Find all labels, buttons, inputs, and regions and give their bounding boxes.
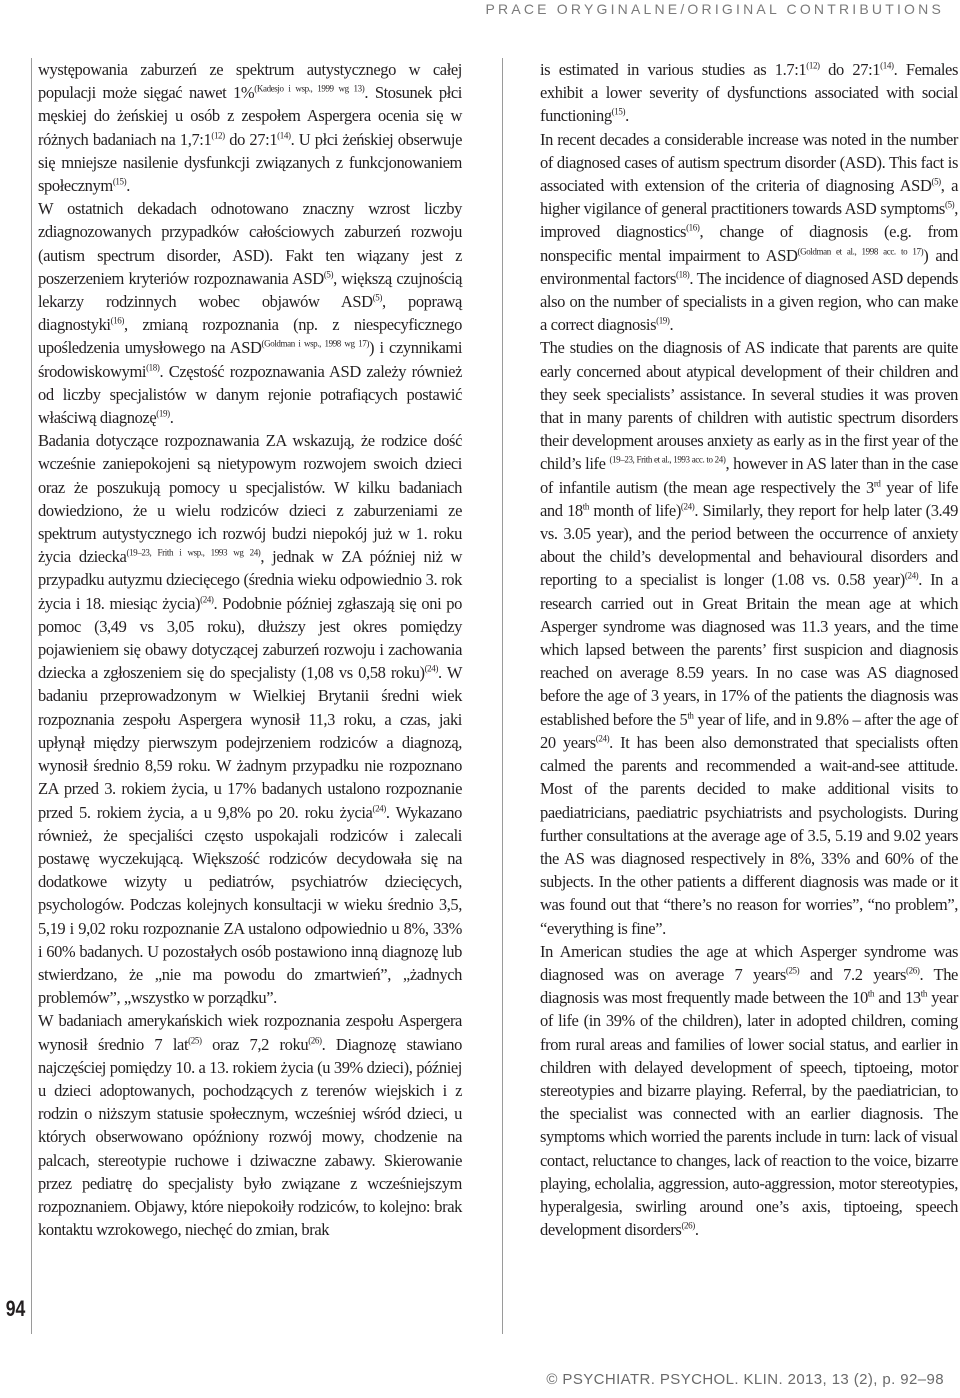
page-number: 94 — [5, 1296, 26, 1321]
paragraph: W badaniach amerykańskich wiek rozpoznania zespołu Aspergera wynosił średnio 7 lat$^{(25)}$ oraz 7,2 roku$^{(26)}$. Diagnozę stawiano najczęściej pomiędzy 10. a 13. rokiem życia (u 39% dzieci), później u dzieci adoptowanych, pochodzących z terenów wiejskich i z rodzin o niższym statusie społecznym, wcześniej wśród dzieci, u których obserwowano opóźniony rozwój mowy, chodzenie na palcach, stereotypie ruchowe i dziwaczne zabawy. Skierowanie przez pediatrę do specjalisty było związane z wcześniejszym rozpoznaniem. Objawy, które niepokoiły rodziców, to kolejno: brak kontaktu wzrokowego, niechęć do zmian, brak — [38, 1011, 462, 1240]
left-column-polish — [38, 58, 462, 1241]
paragraph: występowania zaburzeń ze spektrum autystycznego w całej populacji może sięgać nawet 1%$^{(Kadesjo i wsp., 1999 wg 13)}$. Stosunek płci męskiej do żeńskiej u osób z zespołem Aspergera ocenia się w różnych badaniach na 1,7:1$^{(12)}$ do 27:1$^{(14)}$. U płci żeńskiej obserwuje się mniejsze nasilenie dysfunkcji związanych z funkcjonowaniem społecznym$^{(15)}$. — [38, 60, 463, 196]
right-column-english — [540, 58, 958, 1241]
paragraph: Badania dotyczące rozpoznawania ZA wskazują, że rodzice dość wcześnie zaniepokojeni są nietypowym rozwojem swoich dzieci oraz że poszukują pomocy u specjalistów. W kilku badaniach dowiedziono, że u wielu rodziców dzieci z zaburzeniami ze spektrum autystycznego ich rozwój budzi niepokój już w 1. roku życia dziecka$^{(19-23, Frith i wsp., 1993 wg 24)}$, jednak w ZA później niż w przypadku autyzmu dziecięcego (średnia wieku odpowiednio 3. rok życia i 18. miesiąc życia)$^{(24)}$. Podobnie później zgłaszają się oni po pomoc (3,49 vs 3,05 roku), dłuższy jest okres pomiędzy pojawieniem się obawy dotyczącej zaburzeń rozwoju i zachowania dziecka a zgłoszeniem się do specjalisty (1,08 vs 0,58 roku)$^{(24)}$. W badaniu przeprowadzonym w Wielkiej Brytanii średni wiek rozpoznania zespołu Aspergera wynosił 11,3 roku, a czas, jaki upłynął między pierwszym podejrzeniem rodziców a diagnozą, wynosił średnio 8,59 roku. W żadnym przypadku nie rozpoznano ZA przed 3. rokiem życia, u 17% badanych ustalono rozpoznanie przed 5. rokiem życia, a u 9,8% po 20. roku życia$^{(24)}$. Wykazano również, że specjaliści często uspokajali rodziców i zalecali postawę wyczekującą. Większość rodziców decydowała się na dodatkowe wizyty u pediatrów, psychiatrów dziecięcych, psychologów. Podczas kolejnych konsultacji w wieku średnio 3,5, 5,19 i 9,02 roku rozpoznanie ZA ustalono odpowiednio u 8%, 33% i 60% badanych. U pozostałych osób postawiono inną diagnozę lub stwierdzano, że „nie ma powodu do zmartwień”, „żadnych problemów”, „wszystko w porządku”. — [38, 431, 463, 1008]
paragraph: In recent decades a considerable increase was noted in the number of diagnosed cases of autism spectrum disorder (ASD). This fact is associated with extension of the criteria of diagnosing ASD$^{(5)}$, a higher vigilance of general practitioners towards ASD symptoms$^{(5)}$, improved diagnostics$^{(16)}$, change of diagnosis (e.g. from nonspecific mental impairment to $ASD^{(Goldman et al., 1998 acc. to 17)}$) and environmental factors$^{(18)}$. The incidence of diagnosed ASD depends also on the number of specialists in a given region, who can make a correct diagnosis$^{(19)}$. — [540, 129, 958, 335]
column-divider-rule — [502, 58, 503, 1334]
footer-citation: © PSYCHIATR. PSYCHOL. KLIN. 2013, 13 (2), p. 92–98 — [546, 1371, 944, 1388]
running-head: PRACE ORYGINALNE/ORIGINAL CONTRIBUTIONS — [485, 1, 944, 17]
paragraph: The studies on the diagnosis of AS indicate that parents are quite early concerned about atypical development of their children and they seek specialists’ assistance. In several studies it was proven that in many parents of children with autistic spectrum disorders their development arouses anxiety as early as in the first year of the child’s life $^{(19-23, Frith et al., 1993 acc. to 24)}$, however in AS later than in the case of infantile autism (the mean age respectively the 3rd year of life and 18th month of life)$^{(24)}$. Similarly, they report for help later (3.49 vs. 3.05 year), and the period between the occurrence of anxiety about the child’s developmental and behavioural disorders and reporting to a specialist is longer (1.08 vs. 0.58 year)$^{(24)}$. In a research carried out in Great Britain the mean age at which Asperger syndrome was diagnosed was 11.3 years, and the time which lapsed between the parents’ first suspicion and diagnosis reached on average 8.59 years. In no case was AS diagnosed before the age of 3 years, in 17% of the patients the diagnosis was established before the 5th year of life, and in 9.8% – after the age of 20 years$^{(24)}$. It has been also demonstrated that specialists often calmed the parents and recommended a wait-and-see attitude. Most of the parents decided to make additional visits to paediatricians, paediatric psychiatrists and psychologists. During further consultations at the average age of 3.5, 5.19 and 9.02 years the AS was diagnosed respectively in 8%, 33% and 60% of the subjects. In the other patients a different diagnosis was made or it was found out that “there’s no reason for worries”, “no problem”, “everything is fine”. — [540, 338, 958, 938]
paragraph: W ostatnich dekadach odnotowano znaczny wzrost liczby zdiagnozowanych przypadków całościowych zaburzeń rozwoju (autism spectrum disorder, ASD). Fakt ten wiązany jest z poszerzeniem kryteriów rozpoznawania ASD$^{(5)}$, większą czujnością lekarzy rodzinnych wobec objawów ASD$^{(5)}$, poprawą diagnostyki$^{(16)}$, zmianą rozpoznania (np. z niespecyficznego upośledzenia umysłowego na $ASD^{(Goldman i wsp., 1998 wg 17)}$) i czynnikami środowiskowymi$^{(18)}$. Częstość rozpoznawania ASD zależy również od liczby specjalistów w danym rejonie potrafiących postawić właściwą diagnozę$^{(19)}$. — [38, 199, 463, 428]
paragraph: In American studies the age at which Asperger syndrome was diagnosed was on average 7 years$^{(25)}$ and 7.2 years$^{(26)}$. The diagnosis was most frequently made between the 10th and 13th year of life (in 39% of the children), later in adopted children, coming from rural areas and families of lower social status, and earlier in children with delayed development of speech, tiptoeing, motor stereotypies and bizarre playing. Referral, by the paediatrician, to the specialist was connected with an earlier diagnosis. The symptoms which worried the parents include in turn: lack of visual contact, reluctance to changes, lack of reaction to the voice, bizarre playing, echolalia, aggression, auto-aggression, motor stereotypies, hyperalgesia, swirling around one’s axis, tiptoeing, speech development disorders$^{(26)}$. — [540, 941, 958, 1240]
paragraph: is estimated in various studies as 1.7:1$^{(12)}$ do 27:1$^{(14)}$. Females exhibit a lower severity of dysfunctions associated with social functioning$^{(15)}$. — [540, 60, 959, 126]
left-margin-rule — [31, 58, 32, 1334]
